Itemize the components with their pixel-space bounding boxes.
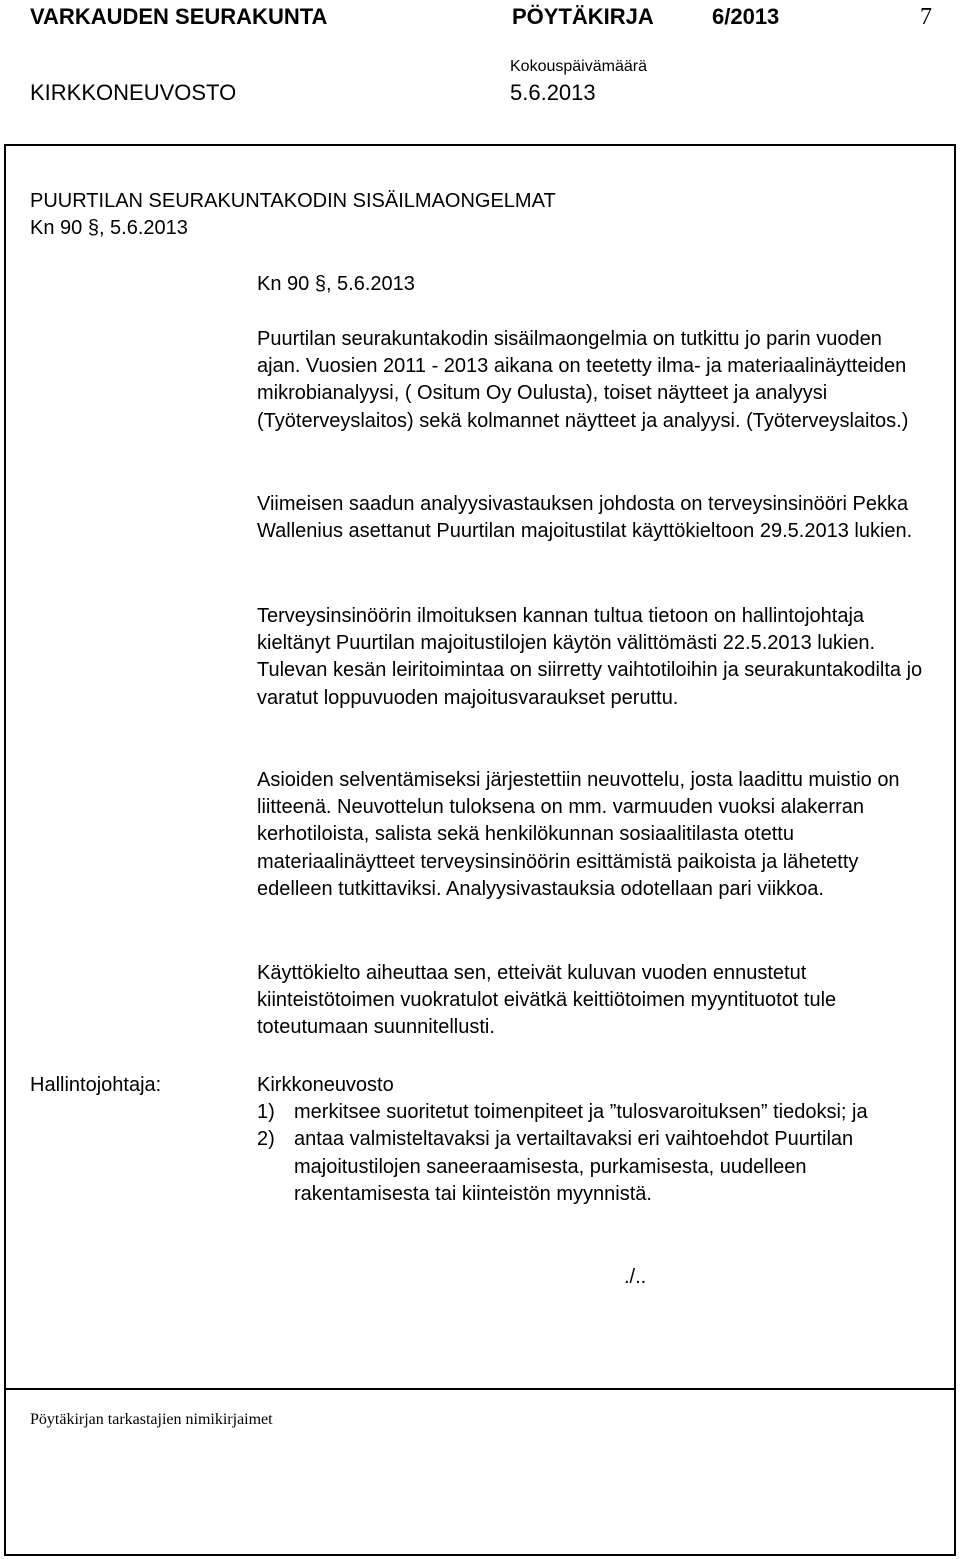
paragraph-background: Puurtilan seurakuntakodin sisäilmaongelmia on tutkittu jo parin vuoden ajan. Vuosien 2011 - 2013 aikana on teetetty ilma- ja materiaalinäytteiden mikrobianalyysi, ( Ositum Oy Oulusta), toiset näytteet ja analyysi (Työterveyslaitos) sekä kolmannet näytteet ja analyysi. (Työterveyslaitos.) <box>257 328 909 432</box>
decision-number: 2) <box>257 1128 275 1151</box>
doc-number: 6/2013 <box>712 4 780 29</box>
paragraph-financial-impact: Käyttökielto aiheuttaa sen, etteivät kuluvan vuoden ennustetut kiinteistötoimen vuokratulot eivätkä keittiötoimen myyntituotot tule toteutumaan suunnitellusti. <box>257 962 837 1039</box>
meeting-date-label: Kokouspäivämäärä <box>510 58 647 75</box>
org-name: VARKAUDEN SEURAKUNTA <box>30 4 328 29</box>
doc-type: PÖYTÄKIRJA <box>512 4 654 29</box>
section-reference-repeat: Kn 90 §, 5.6.2013 <box>257 273 415 295</box>
section-reference: Kn 90 §, 5.6.2013 <box>30 217 188 239</box>
section-title: PUURTILAN SEURAKUNTAKODIN SISÄILMAONGELMAT <box>30 190 556 212</box>
proposal-lead: Kirkkoneuvosto <box>257 1074 394 1096</box>
continues-marker: ./.. <box>624 1266 647 1288</box>
proposal-label: Hallintojohtaja: <box>30 1074 162 1096</box>
decision-item-2 <box>257 1126 929 1208</box>
proposal-body <box>257 1072 929 1208</box>
footer-divider <box>4 1388 956 1390</box>
decision-text: merkitsee suoritetut toimenpiteet ja ”tulosvaroituksen” tiedoksi; ja <box>294 1101 868 1124</box>
decision-item-1 <box>257 1099 929 1126</box>
signatures-label: Pöytäkirjan tarkastajien nimikirjaimet <box>30 1411 273 1428</box>
meeting-date: 5.6.2013 <box>510 80 596 105</box>
page-number: 7 <box>920 4 932 30</box>
governing-body: KIRKKONEUVOSTO <box>30 80 237 105</box>
paragraph-actions: Terveysinsinöörin ilmoituksen kannan tultua tietoon on hallintojohtaja kieltänyt Puurtilan majoitustilojen käytön välittömästi 22.5.2013 lukien. Tulevan kesän leiritoimintaa on siirretty vaihtotiloihin ja seurakuntakodilta jo varatut loppuvuoden majoitusvaraukset peruttu. <box>257 605 923 709</box>
decision-number: 1) <box>257 1101 275 1124</box>
paragraph-usage-ban: Viimeisen saadun analyysivastauksen johdosta on terveysinsinööri Pekka Wallenius asettanut Puurtilan majoitustilat käyttökieltoon 29.5.2013 lukien. <box>257 493 913 543</box>
decision-text: antaa valmisteltavaksi ja vertailtavaksi eri vaihtoehdot Puurtilan majoitustilojen saneeraamisesta, purkamisesta, uudelleen rakentamisesta tai kiinteistön myynnistä. <box>294 1128 854 1205</box>
paragraph-negotiation: Asioiden selventämiseksi järjestettiin neuvottelu, josta laadittu muistio on liitteenä. Neuvottelun tuloksena on mm. varmuuden vuoksi alakerran kerhotiloista, salista sekä henkilökunnan sosiaalitilasta otettu materiaalinäytteet terveysinsinöörin esittämistä paikoista ja lähetetty edelleen tutkittaviksi. Analyysivastauksia odotellaan pari viikkoa. <box>257 769 900 900</box>
